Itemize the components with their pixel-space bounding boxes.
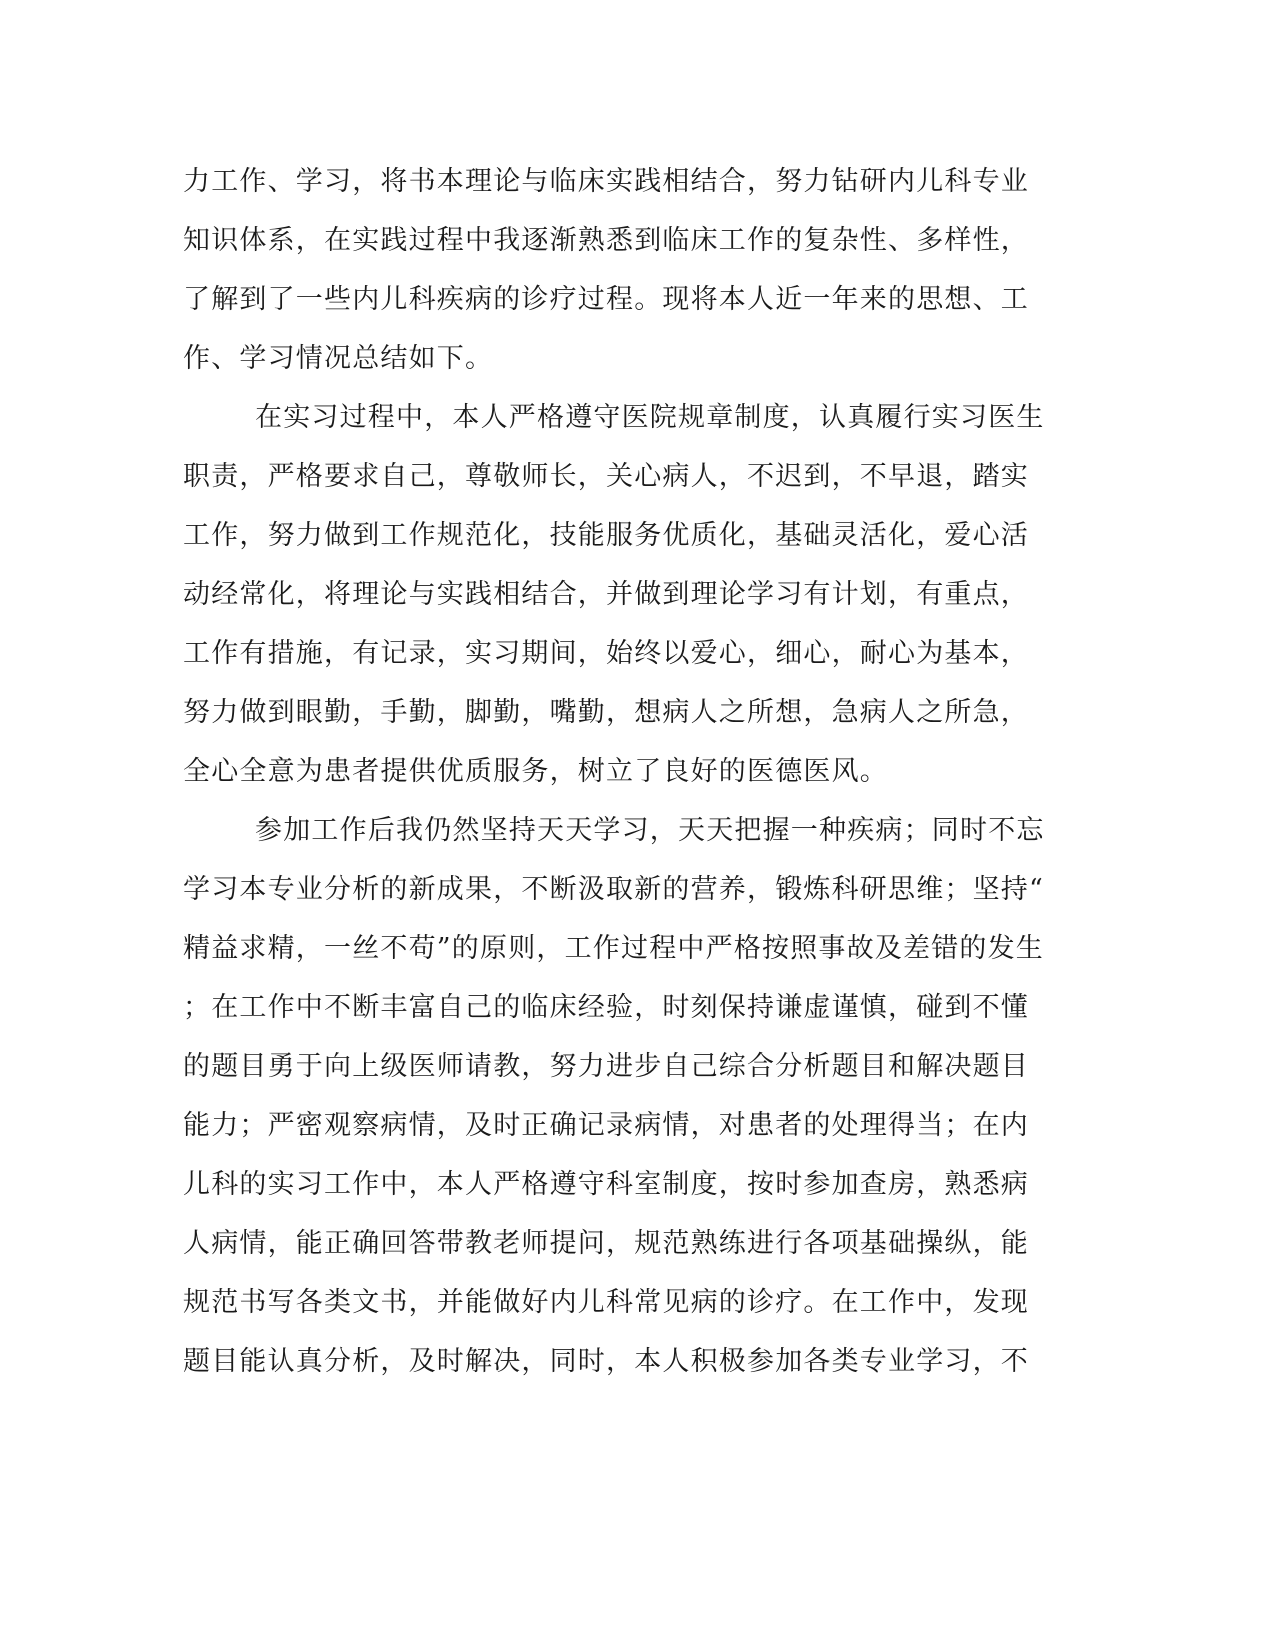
text-line: 规范书写各类文书，并能做好内儿科常见病的诊疗。在工作中，发现 bbox=[183, 1287, 1029, 1318]
text-line: 全心全意为患者提供优质服务，树立了良好的医德医风。 bbox=[183, 756, 888, 787]
text-line: 人病情，能正确回答带教老师提问，规范熟练进行各项基础操纵，能 bbox=[183, 1228, 1029, 1259]
text-line: 参加工作后我仍然坚持天天学习，天天把握一种疾病；同时不忘 bbox=[255, 815, 1045, 846]
text-line: 了解到了一些内儿科疾病的诊疗过程。现将本人近一年来的思想、工 bbox=[183, 284, 1029, 315]
text-line: 力工作、学习，将书本理论与临床实践相结合，努力钻研内儿科专业 bbox=[183, 166, 1029, 197]
text-line: 职责，严格要求自己，尊敬师长，关心病人，不迟到，不早退，踏实 bbox=[183, 461, 1029, 492]
text-line: 能力；严密观察病情，及时正确记录病情，对患者的处理得当；在内 bbox=[183, 1110, 1029, 1141]
text-line: 儿科的实习工作中，本人严格遵守科室制度，按时参加查房，熟悉病 bbox=[183, 1169, 1029, 1200]
text-line: 精益求精，一丝不苟”的原则，工作过程中严格按照事故及差错的发生 bbox=[183, 933, 1045, 964]
text-line: ；在工作中不断丰富自己的临床经验，时刻保持谦虚谨慎，碰到不懂 bbox=[183, 992, 1029, 1023]
text-line: 知识体系，在实践过程中我逐渐熟悉到临床工作的复杂性、多样性， bbox=[183, 225, 1029, 256]
text-line: 的题目勇于向上级医师请教，努力进步自己综合分析题目和解决题目 bbox=[183, 1051, 1029, 1082]
text-line: 努力做到眼勤，手勤，脚勤，嘴勤，想病人之所想，急病人之所急， bbox=[183, 697, 1029, 728]
text-line: 工作，努力做到工作规范化，技能服务优质化，基础灵活化，爱心活 bbox=[183, 520, 1029, 551]
text-line: 题目能认真分析，及时解决，同时，本人积极参加各类专业学习，不 bbox=[183, 1346, 1029, 1377]
text-line: 动经常化，将理论与实践相结合，并做到理论学习有计划，有重点， bbox=[183, 579, 1029, 610]
text-line: 作、学习情况总结如下。 bbox=[183, 343, 494, 374]
text-line: 工作有措施，有记录，实习期间，始终以爱心，细心，耐心为基本， bbox=[183, 638, 1029, 669]
text-line: 在实习过程中，本人严格遵守医院规章制度，认真履行实习医生 bbox=[255, 402, 1045, 433]
text-line: 学习本专业分析的新成果，不断汲取新的营养，锻炼科研思维；坚持“ bbox=[183, 874, 1045, 905]
